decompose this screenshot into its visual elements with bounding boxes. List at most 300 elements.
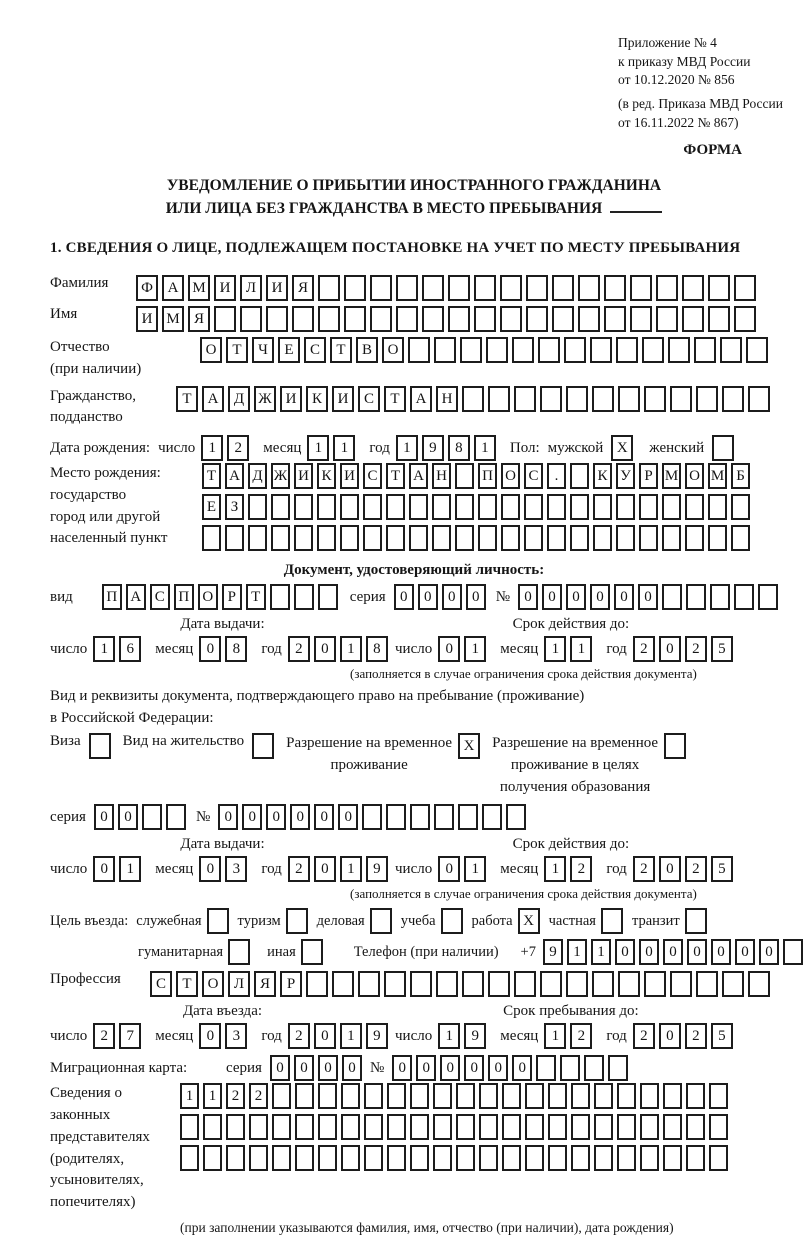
char-cell[interactable]: 5 [711, 1023, 733, 1049]
char-cell[interactable] [364, 1083, 383, 1109]
char-cell[interactable]: 1 [544, 856, 566, 882]
char-cell[interactable]: Е [202, 494, 221, 520]
char-cell[interactable]: А [225, 463, 244, 489]
char-cell[interactable]: 6 [119, 636, 141, 662]
char-cell[interactable] [434, 337, 456, 363]
char-cell[interactable] [685, 494, 704, 520]
char-cell[interactable]: В [356, 337, 378, 363]
char-cell[interactable] [502, 1083, 521, 1109]
char-cell[interactable]: 2 [570, 856, 592, 882]
char-cell[interactable] [294, 584, 314, 610]
char-cell[interactable] [180, 1114, 199, 1140]
char-cell[interactable] [616, 525, 635, 551]
char-cell[interactable] [344, 306, 366, 332]
char-cell[interactable] [578, 306, 600, 332]
char-cell[interactable]: Б [731, 463, 750, 489]
char-cell[interactable]: 2 [685, 856, 707, 882]
char-cell[interactable]: 0 [266, 804, 286, 830]
char-cell[interactable]: 0 [342, 1055, 362, 1081]
char-cell[interactable] [630, 275, 652, 301]
char-cell[interactable] [317, 494, 336, 520]
char-cell[interactable] [294, 494, 313, 520]
char-cell[interactable]: М [188, 275, 210, 301]
char-cell[interactable] [207, 908, 229, 934]
char-cell[interactable]: А [162, 275, 184, 301]
char-cell[interactable]: Т [176, 386, 198, 412]
char-cell[interactable]: И [136, 306, 158, 332]
char-cell[interactable]: О [200, 337, 222, 363]
char-cell[interactable] [448, 306, 470, 332]
char-cell[interactable] [340, 494, 359, 520]
char-cell[interactable] [479, 1083, 498, 1109]
char-cell[interactable]: 0 [438, 636, 460, 662]
char-cell[interactable] [370, 275, 392, 301]
char-cell[interactable]: 0 [659, 1023, 681, 1049]
char-cell[interactable] [662, 494, 681, 520]
char-cell[interactable] [547, 525, 566, 551]
char-cell[interactable] [548, 1114, 567, 1140]
char-cell[interactable]: 0 [759, 939, 779, 965]
char-cell[interactable]: У [616, 463, 635, 489]
char-cell[interactable] [708, 494, 727, 520]
char-cell[interactable] [594, 1145, 613, 1171]
char-cell[interactable] [292, 306, 314, 332]
char-cell[interactable] [396, 306, 418, 332]
char-cell[interactable]: 0 [659, 856, 681, 882]
char-cell[interactable] [722, 971, 744, 997]
char-cell[interactable] [731, 525, 750, 551]
char-cell[interactable] [340, 525, 359, 551]
char-cell[interactable] [364, 1145, 383, 1171]
char-cell[interactable]: 0 [318, 1055, 338, 1081]
char-cell[interactable]: И [332, 386, 354, 412]
char-cell[interactable] [363, 494, 382, 520]
char-cell[interactable] [664, 733, 686, 759]
char-cell[interactable]: 1 [570, 636, 592, 662]
char-cell[interactable] [682, 306, 704, 332]
char-cell[interactable] [566, 971, 588, 997]
char-cell[interactable] [202, 525, 221, 551]
char-cell[interactable] [709, 1083, 728, 1109]
char-cell[interactable] [455, 525, 474, 551]
char-cell[interactable]: 0 [199, 856, 221, 882]
char-cell[interactable]: Ж [271, 463, 290, 489]
char-cell[interactable] [295, 1114, 314, 1140]
char-cell[interactable]: Я [292, 275, 314, 301]
char-cell[interactable]: Т [386, 463, 405, 489]
char-cell[interactable]: Л [240, 275, 262, 301]
char-cell[interactable]: 0 [566, 584, 586, 610]
char-cell[interactable]: М [708, 463, 727, 489]
char-cell[interactable] [548, 1083, 567, 1109]
char-cell[interactable] [240, 306, 262, 332]
char-cell[interactable] [601, 908, 623, 934]
char-cell[interactable]: 1 [201, 435, 223, 461]
char-cell[interactable] [203, 1145, 222, 1171]
char-cell[interactable]: 0 [638, 584, 658, 610]
char-cell[interactable]: С [150, 971, 172, 997]
char-cell[interactable] [166, 804, 186, 830]
char-cell[interactable]: С [304, 337, 326, 363]
char-cell[interactable]: Н [432, 463, 451, 489]
char-cell[interactable]: 0 [518, 584, 538, 610]
char-cell[interactable]: 0 [270, 1055, 290, 1081]
char-cell[interactable]: Я [188, 306, 210, 332]
char-cell[interactable]: 0 [314, 804, 334, 830]
char-cell[interactable] [478, 525, 497, 551]
char-cell[interactable] [709, 1114, 728, 1140]
char-cell[interactable] [341, 1114, 360, 1140]
char-cell[interactable]: 0 [392, 1055, 412, 1081]
char-cell[interactable] [410, 1145, 429, 1171]
char-cell[interactable] [409, 494, 428, 520]
char-cell[interactable]: С [150, 584, 170, 610]
char-cell[interactable]: О [382, 337, 404, 363]
char-cell[interactable] [479, 1114, 498, 1140]
char-cell[interactable]: Н [436, 386, 458, 412]
char-cell[interactable] [318, 275, 340, 301]
char-cell[interactable] [89, 733, 111, 759]
char-cell[interactable] [616, 494, 635, 520]
char-cell[interactable] [618, 971, 640, 997]
char-cell[interactable]: 1 [474, 435, 496, 461]
char-cell[interactable] [526, 275, 548, 301]
char-cell[interactable]: 0 [416, 1055, 436, 1081]
char-cell[interactable] [594, 1083, 613, 1109]
char-cell[interactable] [318, 1083, 337, 1109]
char-cell[interactable] [592, 386, 614, 412]
char-cell[interactable] [617, 1145, 636, 1171]
char-cell[interactable]: 3 [225, 1023, 247, 1049]
char-cell[interactable]: 2 [288, 856, 310, 882]
char-cell[interactable]: Л [228, 971, 250, 997]
char-cell[interactable]: И [214, 275, 236, 301]
char-cell[interactable] [524, 525, 543, 551]
char-cell[interactable] [410, 971, 432, 997]
char-cell[interactable] [462, 386, 484, 412]
char-cell[interactable]: 2 [288, 1023, 310, 1049]
char-cell[interactable] [142, 804, 162, 830]
char-cell[interactable]: 0 [442, 584, 462, 610]
char-cell[interactable] [318, 584, 338, 610]
char-cell[interactable] [662, 525, 681, 551]
char-cell[interactable] [474, 306, 496, 332]
char-cell[interactable] [318, 1114, 337, 1140]
char-cell[interactable] [344, 275, 366, 301]
char-cell[interactable] [536, 1055, 556, 1081]
char-cell[interactable] [720, 337, 742, 363]
char-cell[interactable] [502, 1114, 521, 1140]
char-cell[interactable] [295, 1083, 314, 1109]
char-cell[interactable] [387, 1145, 406, 1171]
char-cell[interactable]: Т [226, 337, 248, 363]
char-cell[interactable]: 0 [118, 804, 138, 830]
char-cell[interactable] [540, 386, 562, 412]
char-cell[interactable]: 0 [338, 804, 358, 830]
char-cell[interactable] [712, 435, 734, 461]
char-cell[interactable] [512, 337, 534, 363]
char-cell[interactable] [332, 971, 354, 997]
char-cell[interactable] [686, 1083, 705, 1109]
char-cell[interactable]: 0 [735, 939, 755, 965]
char-cell[interactable] [448, 275, 470, 301]
char-cell[interactable] [364, 1114, 383, 1140]
char-cell[interactable]: И [340, 463, 359, 489]
char-cell[interactable]: 0 [659, 636, 681, 662]
char-cell[interactable] [488, 386, 510, 412]
char-cell[interactable] [455, 494, 474, 520]
char-cell[interactable]: 0 [290, 804, 310, 830]
char-cell[interactable] [433, 1145, 452, 1171]
char-cell[interactable]: Р [280, 971, 302, 997]
char-cell[interactable]: 0 [294, 1055, 314, 1081]
char-cell[interactable] [593, 525, 612, 551]
char-cell[interactable] [548, 1145, 567, 1171]
char-cell[interactable] [433, 1114, 452, 1140]
char-cell[interactable]: 0 [466, 584, 486, 610]
char-cell[interactable]: М [662, 463, 681, 489]
char-cell[interactable] [590, 337, 612, 363]
char-cell[interactable]: 8 [448, 435, 470, 461]
char-cell[interactable] [294, 525, 313, 551]
char-cell[interactable] [642, 337, 664, 363]
char-cell[interactable] [225, 525, 244, 551]
char-cell[interactable] [272, 1083, 291, 1109]
char-cell[interactable] [455, 463, 474, 489]
char-cell[interactable] [433, 1083, 452, 1109]
char-cell[interactable]: И [294, 463, 313, 489]
char-cell[interactable] [410, 1083, 429, 1109]
char-cell[interactable] [578, 275, 600, 301]
char-cell[interactable]: И [280, 386, 302, 412]
char-cell[interactable] [432, 525, 451, 551]
char-cell[interactable]: 0 [314, 1023, 336, 1049]
char-cell[interactable] [266, 306, 288, 332]
char-cell[interactable] [670, 386, 692, 412]
char-cell[interactable]: З [225, 494, 244, 520]
char-cell[interactable] [663, 1145, 682, 1171]
char-cell[interactable]: 0 [711, 939, 731, 965]
char-cell[interactable] [640, 1145, 659, 1171]
char-cell[interactable] [341, 1083, 360, 1109]
char-cell[interactable]: С [524, 463, 543, 489]
char-cell[interactable]: 2 [93, 1023, 115, 1049]
char-cell[interactable] [734, 584, 754, 610]
char-cell[interactable] [500, 275, 522, 301]
char-cell[interactable]: О [198, 584, 218, 610]
char-cell[interactable]: 0 [687, 939, 707, 965]
char-cell[interactable] [386, 525, 405, 551]
char-cell[interactable] [566, 386, 588, 412]
char-cell[interactable]: 1 [544, 1023, 566, 1049]
char-cell[interactable] [525, 1114, 544, 1140]
char-cell[interactable]: 0 [663, 939, 683, 965]
char-cell[interactable]: 2 [288, 636, 310, 662]
char-cell[interactable]: А [126, 584, 146, 610]
char-cell[interactable]: 0 [614, 584, 634, 610]
char-cell[interactable]: X [518, 908, 540, 934]
char-cell[interactable] [685, 525, 704, 551]
char-cell[interactable] [301, 939, 323, 965]
char-cell[interactable]: А [202, 386, 224, 412]
char-cell[interactable]: 1 [438, 1023, 460, 1049]
char-cell[interactable]: О [685, 463, 704, 489]
char-cell[interactable] [617, 1114, 636, 1140]
char-cell[interactable] [593, 494, 612, 520]
char-cell[interactable] [341, 1145, 360, 1171]
char-cell[interactable] [584, 1055, 604, 1081]
char-cell[interactable]: 2 [633, 856, 655, 882]
char-cell[interactable] [710, 584, 730, 610]
char-cell[interactable]: 5 [711, 856, 733, 882]
char-cell[interactable]: 0 [542, 584, 562, 610]
char-cell[interactable]: 1 [544, 636, 566, 662]
char-cell[interactable]: 2 [570, 1023, 592, 1049]
char-cell[interactable] [686, 1145, 705, 1171]
char-cell[interactable] [249, 1145, 268, 1171]
char-cell[interactable] [252, 733, 274, 759]
char-cell[interactable] [362, 804, 382, 830]
char-cell[interactable]: 5 [711, 636, 733, 662]
char-cell[interactable] [272, 1114, 291, 1140]
char-cell[interactable] [670, 971, 692, 997]
char-cell[interactable]: П [102, 584, 122, 610]
char-cell[interactable]: 1 [396, 435, 418, 461]
char-cell[interactable] [482, 804, 502, 830]
char-cell[interactable] [640, 1114, 659, 1140]
char-cell[interactable]: 3 [225, 856, 247, 882]
char-cell[interactable] [422, 306, 444, 332]
char-cell[interactable] [708, 306, 730, 332]
char-cell[interactable]: Е [278, 337, 300, 363]
char-cell[interactable] [592, 971, 614, 997]
char-cell[interactable] [640, 1083, 659, 1109]
char-cell[interactable] [758, 584, 778, 610]
char-cell[interactable] [616, 337, 638, 363]
char-cell[interactable]: 1 [340, 636, 362, 662]
char-cell[interactable]: И [266, 275, 288, 301]
char-cell[interactable] [696, 386, 718, 412]
char-cell[interactable] [560, 1055, 580, 1081]
char-cell[interactable] [422, 275, 444, 301]
char-cell[interactable] [436, 971, 458, 997]
char-cell[interactable] [226, 1145, 245, 1171]
char-cell[interactable] [656, 275, 678, 301]
char-cell[interactable] [639, 494, 658, 520]
char-cell[interactable] [318, 1145, 337, 1171]
char-cell[interactable] [500, 306, 522, 332]
char-cell[interactable] [540, 971, 562, 997]
char-cell[interactable]: 2 [226, 1083, 245, 1109]
char-cell[interactable] [608, 1055, 628, 1081]
char-cell[interactable] [501, 494, 520, 520]
char-cell[interactable]: А [410, 386, 432, 412]
char-cell[interactable]: 1 [119, 856, 141, 882]
char-cell[interactable] [696, 971, 718, 997]
char-cell[interactable] [571, 1083, 590, 1109]
char-cell[interactable]: Р [222, 584, 242, 610]
char-cell[interactable]: 1 [591, 939, 611, 965]
char-cell[interactable] [731, 494, 750, 520]
char-cell[interactable]: 1 [340, 1023, 362, 1049]
char-cell[interactable]: Д [248, 463, 267, 489]
char-cell[interactable] [748, 971, 770, 997]
char-cell[interactable]: 1 [307, 435, 329, 461]
char-cell[interactable]: 8 [366, 636, 388, 662]
char-cell[interactable] [479, 1145, 498, 1171]
char-cell[interactable] [686, 1114, 705, 1140]
char-cell[interactable]: 0 [314, 856, 336, 882]
char-cell[interactable] [180, 1145, 199, 1171]
char-cell[interactable]: 9 [464, 1023, 486, 1049]
char-cell[interactable] [630, 306, 652, 332]
char-cell[interactable] [663, 1114, 682, 1140]
char-cell[interactable] [547, 494, 566, 520]
char-cell[interactable] [506, 804, 526, 830]
char-cell[interactable]: П [478, 463, 497, 489]
char-cell[interactable]: Д [228, 386, 250, 412]
char-cell[interactable] [248, 494, 267, 520]
char-cell[interactable]: Т [202, 463, 221, 489]
char-cell[interactable] [410, 804, 430, 830]
char-cell[interactable]: 1 [340, 856, 362, 882]
char-cell[interactable] [363, 525, 382, 551]
char-cell[interactable] [571, 1145, 590, 1171]
char-cell[interactable]: Т [176, 971, 198, 997]
char-cell[interactable]: 0 [314, 636, 336, 662]
char-cell[interactable] [644, 386, 666, 412]
char-cell[interactable]: 0 [199, 636, 221, 662]
char-cell[interactable] [460, 337, 482, 363]
char-cell[interactable] [271, 494, 290, 520]
char-cell[interactable] [694, 337, 716, 363]
char-cell[interactable] [409, 525, 428, 551]
char-cell[interactable] [564, 337, 586, 363]
char-cell[interactable]: 2 [633, 1023, 655, 1049]
char-cell[interactable]: 0 [94, 804, 114, 830]
char-cell[interactable] [525, 1145, 544, 1171]
char-cell[interactable]: О [501, 463, 520, 489]
char-cell[interactable] [604, 306, 626, 332]
char-cell[interactable] [685, 908, 707, 934]
char-cell[interactable] [317, 525, 336, 551]
char-cell[interactable] [458, 804, 478, 830]
char-cell[interactable]: С [363, 463, 382, 489]
char-cell[interactable]: М [162, 306, 184, 332]
char-cell[interactable] [462, 971, 484, 997]
char-cell[interactable] [570, 494, 589, 520]
char-cell[interactable] [552, 306, 574, 332]
char-cell[interactable]: С [358, 386, 380, 412]
char-cell[interactable]: 9 [366, 1023, 388, 1049]
char-cell[interactable] [662, 584, 682, 610]
char-cell[interactable] [295, 1145, 314, 1171]
char-cell[interactable] [370, 908, 392, 934]
char-cell[interactable] [318, 306, 340, 332]
char-cell[interactable] [748, 386, 770, 412]
char-cell[interactable] [734, 275, 756, 301]
char-cell[interactable] [656, 306, 678, 332]
char-cell[interactable] [203, 1114, 222, 1140]
char-cell[interactable] [408, 337, 430, 363]
char-cell[interactable] [708, 525, 727, 551]
char-cell[interactable]: Ф [136, 275, 158, 301]
char-cell[interactable] [456, 1114, 475, 1140]
char-cell[interactable] [249, 1114, 268, 1140]
char-cell[interactable] [734, 306, 756, 332]
char-cell[interactable] [488, 971, 510, 997]
char-cell[interactable] [722, 386, 744, 412]
